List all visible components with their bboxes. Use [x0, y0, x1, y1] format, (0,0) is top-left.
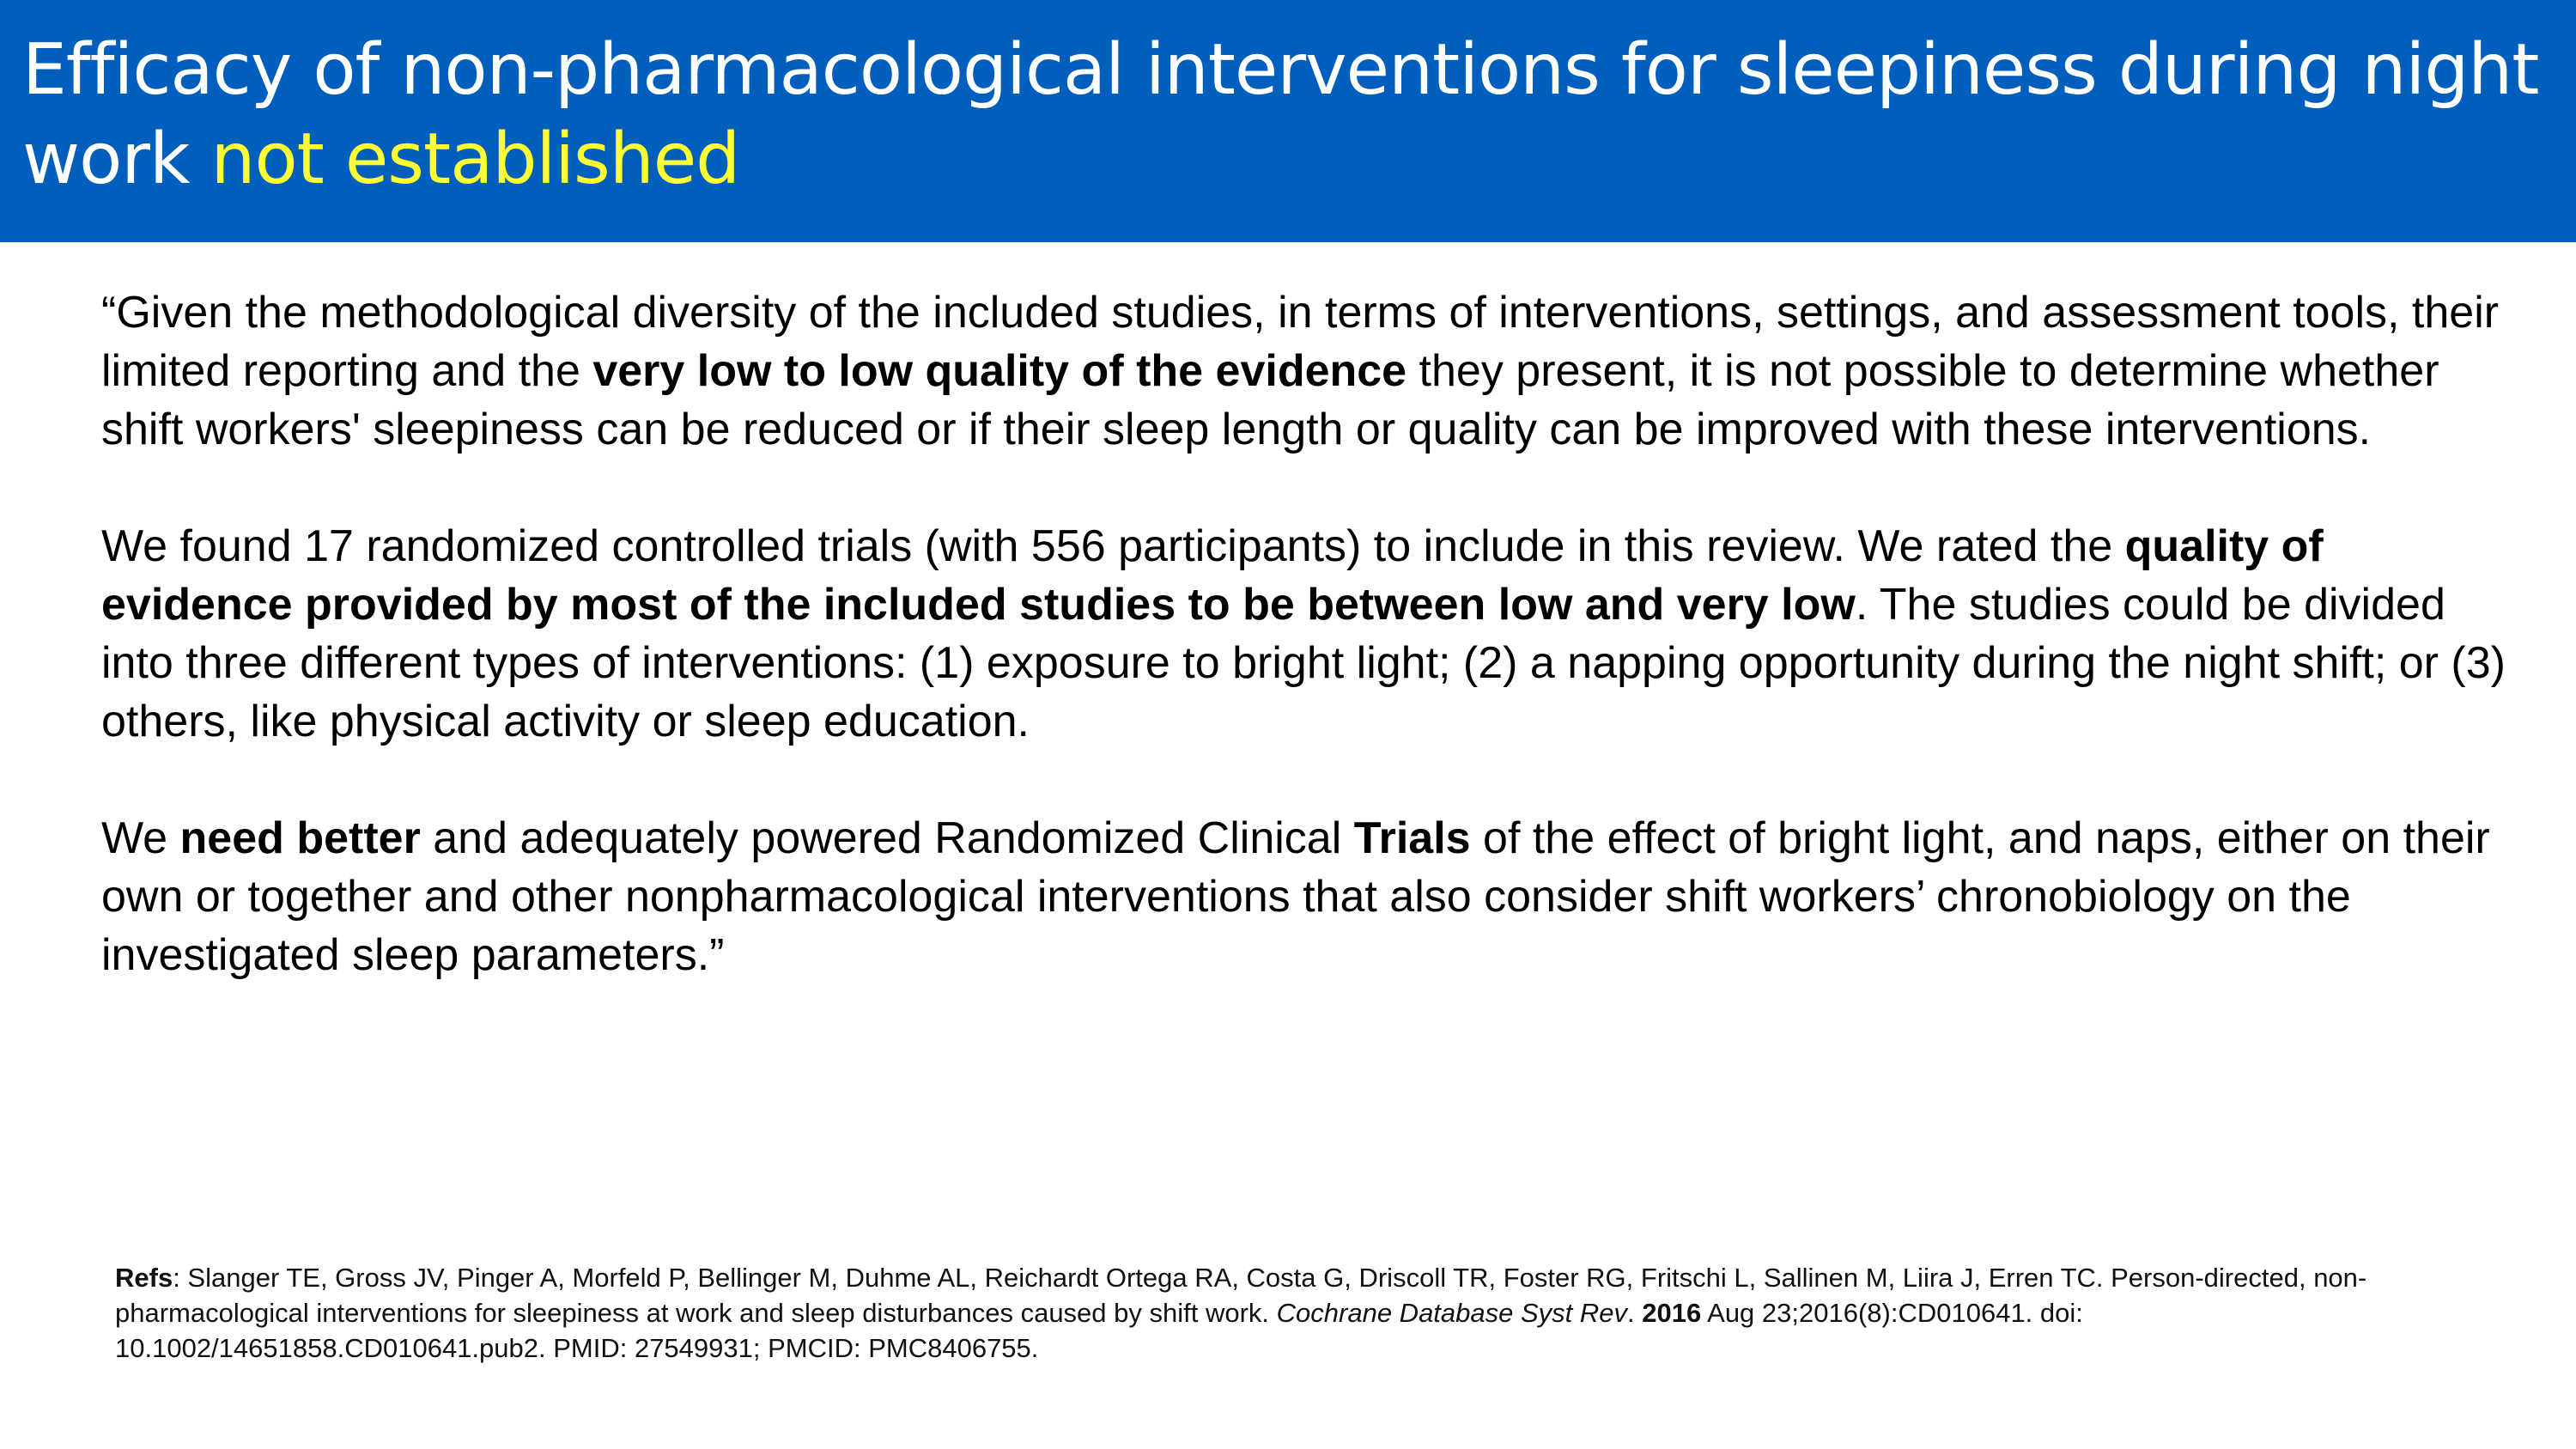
quote-p1-bold-1: very low to low quality of the evidence [592, 346, 1407, 396]
quote-p1-text-2: they present, it is not possible to determine whether shift workers' sleepiness can be reduced or if their sleep length or quality can be improved with these interventions. [101, 346, 2439, 454]
refs-text-2: . [1627, 1298, 1643, 1328]
refs-text-1: : Slanger TE, Gross JV, Pinger A, Morfeld P, Bellinger M, Duhme AL, Reichardt Ortega RA, Costa G, Driscoll TR, Foster RG, Fritschi L, Sallinen M, Liira J, Erren TC. Person-directed, non-pharmacological interventions for sleepiness at work and sleep disturbances caused by shift work. [115, 1263, 2367, 1328]
quote-paragraph-2 [101, 517, 2506, 751]
refs-journal: Cochrane Database Syst Rev [1276, 1298, 1628, 1328]
refs-text-3: Aug 23;2016(8):CD010641. doi: 10.1002/14651858.CD010641.pub2. PMID: 27549931; PMCID: PMC8406755. [115, 1298, 2083, 1363]
title-main-text: Efficacy of non-pharmacological interventions for sleepiness during night work [22, 29, 2539, 200]
quote-p3-text-2: and adequately powered Randomized Clinical [420, 813, 1354, 863]
quote-block [101, 283, 2506, 1043]
quote-p2-text-1: We found 17 randomized controlled trials (with 556 participants) to include in this review. We rated the [101, 521, 2125, 571]
quote-p3-text-1: We [101, 813, 180, 863]
references [115, 1260, 2502, 1366]
refs-label: Refs [115, 1263, 173, 1293]
quote-p1-text-1: “Given the methodological diversity of the included studies, in terms of interventions, settings, and assessment tools, their limited reporting and the [101, 288, 2500, 396]
quote-p3-text-3: of the effect of bright light, and naps, either on their own or together and other nonpharmacological interventions that also consider shift workers’ chronobiology on the investigated sleep parameters.” [101, 813, 2490, 980]
quote-p3-bold-2: Trials [1353, 813, 1471, 863]
refs-year: 2016 [1642, 1298, 1702, 1328]
quote-paragraph-3 [101, 809, 2506, 984]
slide-title [22, 26, 2564, 204]
title-highlight-text: not established [210, 119, 740, 200]
quote-paragraph-1 [101, 283, 2506, 459]
quote-p2-text-2: . The studies could be divided into three different types of interventions: (1) exposure to bright light; (2) a napping opportunity during the night shift; or (3) others, like physical activity or sleep education. [101, 580, 2506, 746]
quote-p2-bold-1: quality of evidence provided by most of the included studies to be between low and very low [101, 521, 2324, 630]
quote-p3-bold-1: need better [179, 813, 421, 863]
title-banner [0, 0, 2576, 242]
